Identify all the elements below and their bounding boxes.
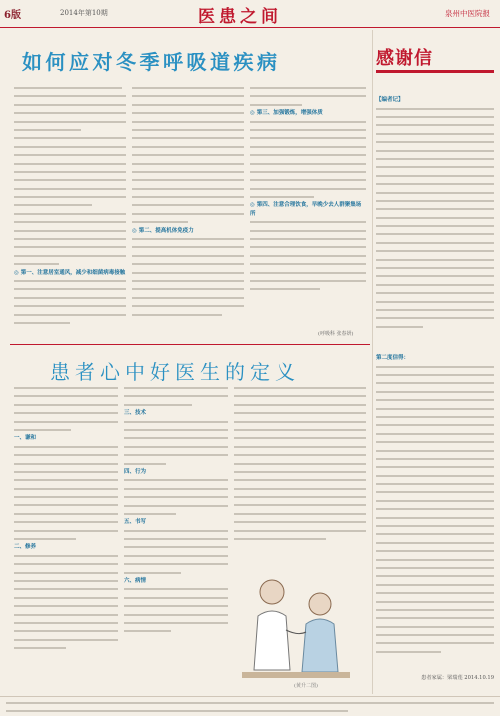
article1-col3 bbox=[250, 84, 366, 294]
article1-col2 bbox=[132, 84, 244, 319]
issue-label: 2014年第10期 bbox=[60, 9, 108, 17]
sidebar-letter bbox=[376, 354, 494, 656]
article1-col1 bbox=[14, 84, 126, 327]
section-title: 医患之间 bbox=[198, 7, 282, 27]
header-rule bbox=[0, 27, 500, 28]
page-label: 6版 bbox=[4, 10, 21, 21]
article2-heading-1: 一、谦和 bbox=[14, 435, 37, 442]
article1-author: (呼吸科 张春妍) bbox=[318, 331, 354, 337]
article1-title: 如何应对冬季呼吸道疾病 bbox=[22, 50, 281, 74]
note-label: 【编者记】 bbox=[376, 97, 404, 103]
article2-heading-3: 三、技术 bbox=[124, 410, 147, 417]
article2-col3 bbox=[234, 384, 366, 543]
sidebar-title-bar bbox=[376, 70, 494, 73]
article1-sub4: ◎ 第四、注意合理饮食，早晚少去人群聚集场所 bbox=[250, 202, 362, 217]
article2-col1 bbox=[14, 384, 118, 653]
article2-heading-4: 四、行为 bbox=[124, 468, 147, 475]
illustration-caption: (黄升二图) bbox=[294, 683, 318, 689]
article-divider bbox=[10, 344, 370, 345]
sidebar-signature: 患者家属：梁瑞莲 2014.10.19 bbox=[421, 675, 494, 681]
article2-heading-6: 六、病情 bbox=[124, 578, 147, 585]
doctor-patient-illustration bbox=[232, 560, 360, 690]
letter-label: 第二度信得： bbox=[376, 355, 410, 361]
sidebar-title: 感谢信 bbox=[376, 48, 433, 69]
article2-heading-5: 五、书写 bbox=[124, 519, 147, 526]
article2-heading-2: 二、修养 bbox=[14, 544, 37, 551]
sidebar-note bbox=[376, 96, 494, 331]
article1-sub1: ◎ 第一、注意居室通风，减少和细菌病毒接触 bbox=[14, 269, 126, 276]
article1-sub2: ◎ 第二、提高机体免疫力 bbox=[132, 227, 194, 234]
article2-title: 患者心中好医生的定义 bbox=[50, 360, 300, 384]
article1-sub3: ◎ 第三、加强锻炼，增强体质 bbox=[250, 110, 323, 117]
footer-text bbox=[6, 699, 494, 716]
paper-name: 泉州中医院报 bbox=[445, 9, 490, 18]
article2-col2 bbox=[124, 384, 228, 636]
page-header bbox=[0, 0, 500, 28]
